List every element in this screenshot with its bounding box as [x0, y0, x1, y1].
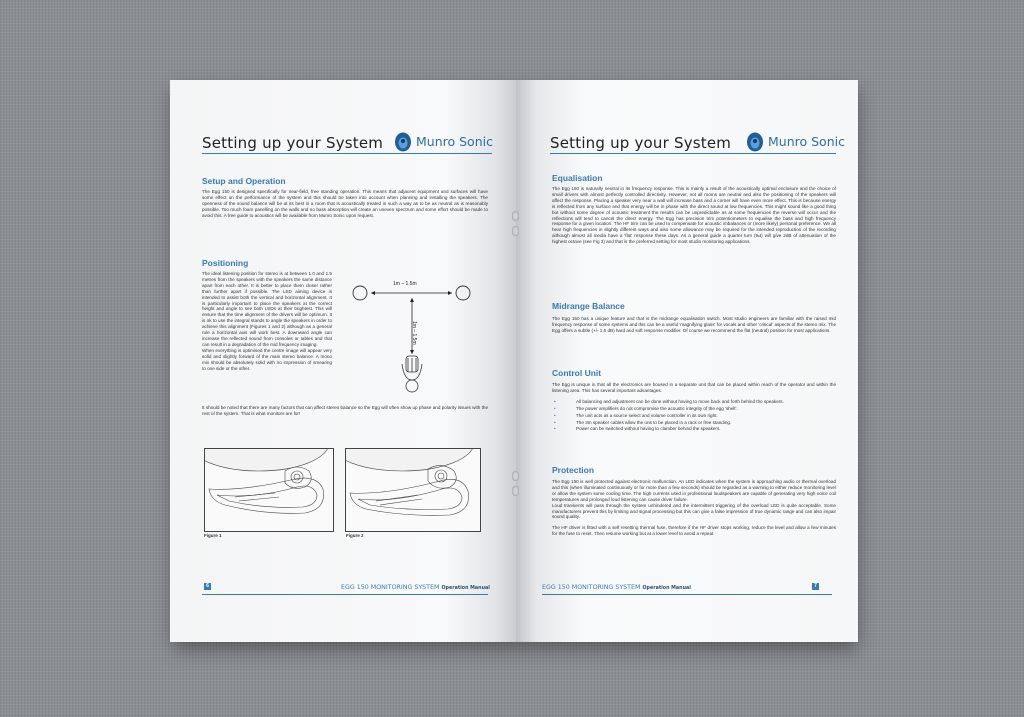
right-header — [550, 134, 845, 174]
section-heading-equalisation: Equalisation — [552, 173, 603, 183]
right-page — [516, 80, 858, 642]
positioning-diagram — [346, 276, 486, 416]
list-item: • The unit acts as a source select and volume controller in its own right. — [576, 413, 836, 419]
munro-sonic-logo-icon — [746, 130, 764, 152]
footer-rule — [202, 594, 488, 595]
section-heading-midrange: Midrange Balance — [552, 301, 625, 311]
footer-rule — [542, 594, 832, 595]
page-header-title: Setting up your System — [550, 134, 732, 152]
horizontal-distance-label: 1m – 1.5m — [393, 281, 417, 287]
footer-product — [341, 584, 490, 591]
section-text-positioning — [202, 271, 332, 371]
munro-sonic-logo-icon — [394, 130, 412, 152]
brand-name: Munro Sonic — [416, 134, 493, 149]
paragraph: The ideal listening position for stereo is at between 1.0 and 1.5 metres from the speakers with the speakers the same distance apart from each other. It is better to place them closer rather than further apart if possible. The LED aiming device is intended to assist both the vertical and horizontal alignment. It is particularly important to place the speakers at the correct height and angle to see both LEDs at their brightest. This will ensure that the time alignment of the drivers will be optimum. It is ok to use the integral stands to angle the speakers in order to achieve this alignment (Figures 1 and 2) although as a general rule a horizontal axis will work best. A downward angle can increase the reflected sound from consoles or tables and that can result in a degradation of the mid frequency imaging. — [202, 271, 332, 347]
speaker-icon — [456, 286, 470, 300]
left-page — [170, 80, 516, 642]
paragraph: The Egg 150 is naturally neutral in its frequency response. This is mainly a result of the acoustically optimal enclosure and the choice of small drivers with almost perfectly controlled directivity. However, not all rooms are neutral and also the positioning of the speakers will affect the response. Placing a speaker very near a wall will increase bass and a corner will have even more effect. This is because energy is reflected from any surface and that energy will be in phase with the direct sound at low frequencies. This might sound like a good thing but without some degree of acoustic treatment the results can be unpredictable as at some frequencies the reverse will occur and the reflections will tend to cancel the direct energy. The Egg has precision trim potentiometers to equalise the bass and high frequency response for a given location. The HF trim can be used to compensate for acoustic imbalances or (more likely) personal preference. We all hear high frequencies in slightly different ways and also some allowance may be required for the intended reproduction of the recording although almost all media have a 'flat' response these days. As a general guide a quarter turn (9Ԁ) will give 2dB of attenuation of the highest octave (see Fig 3) and that is the preferred setting for most studio monitoring applications. — [552, 186, 836, 245]
page-number: 6 — [204, 583, 211, 590]
section-text-control — [552, 382, 836, 433]
header-rule — [550, 153, 836, 154]
footer-product-name: EGG 150 MONITORING SYSTEM — [341, 584, 440, 591]
footer-product-name: EGG 150 MONITORING SYSTEM — [542, 584, 641, 591]
paragraph: The Egg 150 has a unique feature and that is the midrange equalisation switch. Most studio engineers are familiar with the raised mid frequency response of some systems and this can be a useful 'magnifying glass' for vocals and other 'critical' aspects of the stereo mix. The Egg offers a subtle (+/- 1.5 dB) hard and soft response modifier. Of course we recommend the flat (neutral) position for most applications. — [552, 316, 836, 333]
list-item: • Power can be switched without having to clamber behind the speakers. — [576, 426, 836, 432]
section-heading-positioning: Positioning — [202, 258, 249, 268]
vertical-distance-label: 1m – 1.5m — [411, 321, 417, 345]
figure-2-image — [345, 448, 481, 532]
binding-staple — [512, 211, 519, 221]
list-item: • The 3m speaker cables allow the unit to be placed in a rack or free standing. — [576, 420, 836, 426]
brand-name: Munro Sonic — [768, 134, 845, 149]
footer-manual-label: Operation Manual — [441, 586, 490, 591]
section-text-protection — [552, 479, 836, 542]
speaker-icon — [353, 286, 367, 300]
page-header-title: Setting up your System — [202, 134, 384, 152]
left-header — [202, 134, 493, 174]
binding-staple — [512, 471, 519, 481]
listener-icon — [402, 356, 422, 392]
paragraph: The HF driver is fitted with a self resetting thermal fuse, therefore if the HF driver stops working, reduce the level and allow a few minutes for the fuse to reset. Then resume working but at a lower level to avoid a repeat. — [552, 525, 836, 537]
list-item: • The power amplifiers do not compromise the acoustic integrity of the egg 'shell'. — [576, 406, 836, 412]
paragraph: Loud transients will pass through the system unhindered and the intermittent triggering of the overload LED is quite acceptable. Some manufacturers prevent this by limiting and signal processing but this can give a false impression of true dynamic range and can also impair sound quality. — [552, 502, 836, 520]
header-rule — [202, 153, 492, 154]
binding-staple — [512, 226, 519, 236]
section-heading-protection: Protection — [552, 465, 595, 475]
arrow-icon — [371, 291, 452, 295]
footer-product — [542, 584, 691, 591]
figure-1-image — [204, 448, 334, 532]
advantages-list — [552, 399, 836, 433]
section-text-equalisation — [552, 186, 836, 250]
section-text-setup — [202, 189, 488, 224]
paragraph: The Egg 150 is well protected against electronic malfunction. An LED indicates when the system is approaching audio or thermal overload and this (when illuminated continuously or for more than a few seconds) should be regarded as a warning to either reduce monitoring level or allow the system some cooling time. The high currents used in professional loudspeakers are capable of generating very high voice coil temperatures and prolonged loud listening can cause driver failure. — [552, 479, 836, 502]
section-heading-control: Control Unit — [552, 368, 602, 378]
figure-2-caption: Figure 2 — [346, 533, 364, 538]
paragraph: The Egg 150 is designed specifically for near-field, free standing operation. This means that adjacent equipment and surfaces will have some effect on the performance of the system and this should be taken into account when planning and installing the speakers. The openness of the sound balance will be at its best in a room that is acoustically treated in such a way as to be as neutral as is reasonably possible. Too much foam panelling on the walls and no bass absorption will create an uneven spectrum and some effort should be made to avoid this. A free guide to acoustics will be available from Munro Sonic upon request. — [202, 189, 488, 218]
page-number: 7 — [812, 583, 819, 590]
figure-1-caption: Figure 1 — [204, 533, 222, 538]
paragraph: The Egg is unique in that all the electronics are housed in a separate unit that can be placed within reach of the operator and within the listening area. This has several important advantages. — [552, 382, 836, 393]
footer-manual-label: Operation Manual — [642, 586, 691, 591]
paragraph: It should be noted that there are many factors that can affect stereo balance so the Egg will often show up phase and polarity issues with the rest of the system. That is what monitors are for! — [202, 405, 488, 416]
paragraph: When everything is optimised the centre image will appear very solid and slightly forward of the main stereo balance. A mono mix should be absolutely solid with no impression of smearing to one side or the other. — [202, 347, 332, 371]
section-text-midrange — [552, 316, 836, 339]
list-item: • All balancing and adjustment can be done without having to move back and forth behind the speakers. — [576, 399, 836, 405]
section-heading-setup: Setup and Operation — [202, 176, 286, 186]
binding-staple — [512, 486, 519, 496]
